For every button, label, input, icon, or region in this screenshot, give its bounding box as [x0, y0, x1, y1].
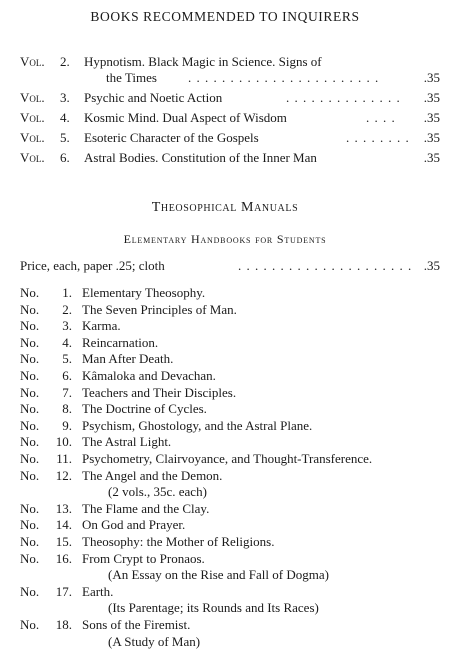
volume-row: [20, 130, 440, 146]
manual-title: The Seven Principles of Man.: [82, 302, 237, 317]
manual-title: Theosophy: the Mother of Religions.: [82, 534, 275, 549]
manual-label: No.: [20, 534, 40, 549]
manual-label: No.: [20, 302, 40, 317]
manual-number: 5.: [62, 351, 72, 366]
vol-label: Vol.: [20, 54, 45, 69]
manual-number: 12.: [55, 468, 72, 483]
manual-number: 17.: [55, 584, 72, 599]
vol-price: .35: [423, 150, 440, 165]
leader-dots: . . . . . . . . . . . . . . . . . . . . . . .: [188, 70, 380, 85]
manual-label: No.: [20, 451, 40, 466]
manual-label: No.: [20, 335, 40, 350]
volume-row: [20, 150, 440, 166]
leader-dots: . . . . . . . .: [346, 130, 410, 145]
manual-number: 13.: [55, 501, 72, 516]
leader-dots: . . . .: [366, 110, 396, 125]
manual-label: No.: [20, 617, 40, 632]
leader-dots: . . . . . . . . . . . . . . . . . . . . .: [238, 258, 413, 273]
manual-title: From Crypt to Pronaos.: [82, 551, 205, 566]
manuals-price: .35: [423, 258, 440, 273]
vol-number: 2.: [60, 54, 70, 69]
vol-number: 4.: [60, 110, 70, 125]
manual-label: No.: [20, 351, 40, 366]
manual-number: 18.: [55, 617, 72, 632]
manual-number: 16.: [55, 551, 72, 566]
manual-label: No.: [20, 468, 40, 483]
vol-price: .35: [423, 110, 440, 125]
manual-number: 7.: [62, 385, 72, 400]
manual-note: (2 vols., 35c. each): [108, 484, 207, 499]
manual-label: No.: [20, 501, 40, 516]
vol-price: .35: [423, 70, 440, 85]
manual-label: No.: [20, 385, 40, 400]
manual-number: 2.: [62, 302, 72, 317]
manual-title: On God and Prayer.: [82, 517, 186, 532]
manual-label: No.: [20, 318, 40, 333]
manual-title: The Astral Light.: [82, 434, 172, 449]
vol-title: Esoteric Character of the Gospels: [84, 130, 259, 145]
manual-label: No.: [20, 368, 40, 383]
manual-label: No.: [20, 584, 40, 599]
manual-number: 9.: [62, 418, 72, 433]
vol-label: Vol.: [20, 150, 45, 165]
vol-label: Vol.: [20, 110, 45, 125]
manual-title: Reincarnation.: [82, 335, 159, 350]
leader-dots: . . . . . . . . . . . . . .: [286, 90, 401, 105]
manual-label: No.: [20, 285, 40, 300]
manual-label: No.: [20, 551, 40, 566]
manual-number: 8.: [62, 401, 72, 416]
vol-title: Psychic and Noetic Action: [84, 90, 223, 105]
vol-price: .35: [423, 90, 440, 105]
vol-title: Kosmic Mind. Dual Aspect of Wisdom: [84, 110, 287, 125]
books-heading: BOOKS RECOMMENDED TO INQUIRERS: [90, 9, 360, 24]
manual-note: (An Essay on the Rise and Fall of Dogma): [108, 567, 329, 582]
price-line: Price, each, paper .25; cloth: [20, 258, 165, 273]
manual-note: (A Study of Man): [108, 634, 201, 649]
manuals-title: Theosophical Manuals: [151, 200, 299, 215]
vol-number: 5.: [60, 130, 70, 145]
vol-title: Astral Bodies. Constitution of the Inner Man: [84, 150, 317, 165]
manual-number: 6.: [62, 368, 72, 383]
vol-number: 3.: [60, 90, 70, 105]
manuals-price-row: [20, 258, 440, 274]
manual-number: 10.: [55, 434, 72, 449]
vol-label: Vol.: [20, 130, 45, 145]
manuals-subtitle: Elementary Handbooks for Students: [123, 232, 327, 246]
volume-row: [20, 90, 440, 106]
manual-number: 15.: [55, 534, 72, 549]
vol-label: Vol.: [20, 90, 45, 105]
manual-title: The Flame and the Clay.: [82, 501, 210, 516]
manual-title: The Doctrine of Cycles.: [82, 401, 207, 416]
vol-title-continued: the Times: [106, 70, 157, 85]
manual-title: Psychometry, Clairvoyance, and Thought-Transference.: [82, 451, 373, 466]
manual-title: Man After Death.: [82, 351, 174, 366]
manual-label: No.: [20, 434, 40, 449]
manual-label: No.: [20, 418, 40, 433]
volume-row: [20, 110, 440, 126]
vol-price: .35: [423, 130, 440, 145]
manual-title: Teachers and Their Disciples.: [82, 385, 237, 400]
manual-note: (Its Parentage; its Rounds and Its Races): [108, 600, 319, 615]
manual-number: 1.: [62, 285, 72, 300]
manual-label: No.: [20, 517, 40, 532]
manual-title: Kâmaloka and Devachan.: [82, 368, 216, 383]
manual-title: Psychism, Ghostology, and the Astral Plane.: [82, 418, 313, 433]
manual-number: 3.: [62, 318, 72, 333]
vol-title: Hypnotism. Black Magic in Science. Signs of: [84, 54, 322, 69]
manual-title: Sons of the Firemist.: [82, 617, 191, 632]
manual-number: 11.: [56, 451, 72, 466]
manual-number: 4.: [62, 335, 72, 350]
manual-title: Elementary Theosophy.: [82, 285, 206, 300]
vol-number: 6.: [60, 150, 70, 165]
manual-label: No.: [20, 401, 40, 416]
manual-number: 14.: [55, 517, 72, 532]
volume-row: [20, 54, 440, 70]
manual-title: Karma.: [82, 318, 121, 333]
manual-title: The Angel and the Demon.: [82, 468, 223, 483]
manual-title: Earth.: [82, 584, 114, 599]
